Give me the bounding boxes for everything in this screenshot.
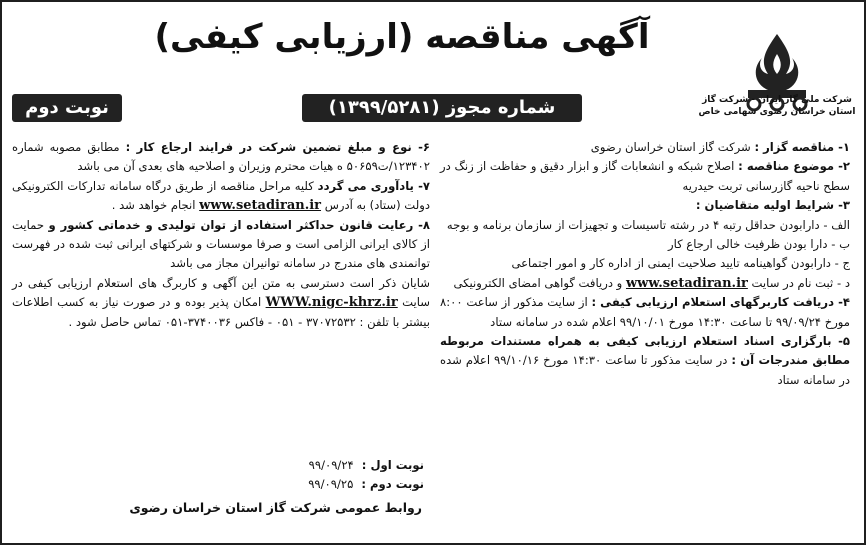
date-first-value: ۹۹/۰۹/۲۴ <box>308 458 354 472</box>
note-pre: شایان ذکر است دسترسی به متن این آگهی و کاربرگ های استعلام ارزیابی کیفی در سایت <box>12 275 431 310</box>
item-2-text: اصلاح شبکه و انشعابات گاز و ابزار دقیق و حفاظت از زنگ در سطح ناحیه گازرسانی تربت حیدریه <box>440 159 850 193</box>
item-3d <box>440 274 850 293</box>
item-3a: الف - دارابودن حداقل رتبه ۴ در رشته تاسیسات و تجهیزات از سازمان برنامه و بوجه <box>446 217 850 232</box>
item-8-label: ۸- رعایت قانون حداکثر استفاده از توان تولیدی و خدماتی کشور و <box>48 217 430 232</box>
item-5-label: ۵- بارگزاری اسناد استعلام ارزیابی کیفی به همراه مستندات مربوطه مطابق مندرجات آن : <box>440 334 851 368</box>
item-4-label: ۴- دریافت کاربرگهای استعلام ارزیابی کیفی : <box>591 295 850 310</box>
item-forms <box>440 293 850 332</box>
item-3c: ج - دارابودن گواهینامه تایید صلاحیت ایمنی از اداره کار و امور اجتماعی <box>511 256 850 271</box>
item-3d-pre: د - ثبت نام در سایت <box>751 275 850 290</box>
date-first <box>214 456 424 475</box>
item-8-text: حمایت از کالای ایرانی الزامی است و صرفا موسسات و شرکتهای ایرانی ثبت شده در فهرست توانمندی های مندرج در سامانه توانیران مجاز می باشد <box>12 217 430 271</box>
setadiran-link-2[interactable]: www.setadiran.ir <box>199 198 322 214</box>
left-column <box>12 138 430 332</box>
item-1-label: ۱- مناقصه گزار : <box>754 140 850 154</box>
round-badge: نوبت دوم <box>12 94 122 122</box>
date-first-label: نوبت اول : <box>361 458 424 472</box>
page-title: آگهی مناقصه (ارزیابی کیفی) <box>154 17 650 57</box>
item-3b: ب - دارا بودن ظرفیت خالی ارجاع کار <box>667 237 850 252</box>
item-7-post: انجام خواهد شد . <box>111 198 196 213</box>
item-guarantee <box>12 138 430 177</box>
nigc-link[interactable]: WWW.nigc-khrz.ir <box>265 295 398 311</box>
date-second <box>214 475 424 494</box>
logo-caption: شرکت ملی گاز ایران - شرکت گاز استان خراسان رضوی سهامی خاص <box>698 95 856 117</box>
date-second-value: ۹۹/۰۹/۲۵ <box>308 477 354 492</box>
contact-note <box>12 274 430 332</box>
item-subject <box>440 157 850 196</box>
note-post: امکان پذیر بوده و در صورت نیاز به کسب اطلاعات بیشتر با تلفن : ۳۷۰۷۲۵۳۲ - ۰۵۱ - فاکس ۳۷۴۰۰۳۶-۰۵۱ تماس حاصل شود . <box>12 295 430 329</box>
permit-number: شماره مجوز (۱۳۹۹/۵۲۸۱) <box>302 94 582 122</box>
public-relations-signature: روابط عمومی شرکت گاز استان خراسان رضوی <box>129 500 422 515</box>
publish-dates <box>214 456 424 495</box>
item-3d-post: و دریافت گواهی امضای الکترونیکی <box>453 275 623 290</box>
item-4-text: از سایت مذکور از ساعت ۸:۰۰ مورخ ۹۹/۰۹/۲۴ تا ساعت ۱۴:۳۰ مورخ ۹۹/۱۰/۰۱ اعلام شده در سامانه ستاد <box>440 295 850 329</box>
item-law <box>12 216 430 274</box>
right-column <box>440 138 850 390</box>
item-1-text: شرکت گاز استان خراسان رضوی <box>590 140 751 154</box>
setadiran-link[interactable]: www.setadiran.ir <box>625 275 748 291</box>
item-reminder <box>12 177 430 216</box>
item-7-text: کلیه مراحل مناقصه از طریق درگاه سامانه تدارکات الکترونیکی دولت (ستاد) به آدرس <box>12 178 430 213</box>
item-7-label: ۷- یادآوری می گردد <box>317 178 430 193</box>
date-second-label: نوبت دوم : <box>361 477 424 492</box>
item-2-label: ۲- موضوع مناقصه : <box>738 159 850 174</box>
item-upload <box>440 332 850 390</box>
item-5-text: در سایت مذکور تا ساعت ۱۴:۳۰ مورخ ۹۹/۱۰/۱۶ اعلام شده در سامانه ستاد <box>440 353 850 387</box>
item-tenderer <box>440 138 850 157</box>
item-3-label: ۳- شرایط اولیه متقاضیان : <box>695 198 850 213</box>
item-6-label: ۶- نوع و مبلغ تضمین شرکت در فرایند ارجاع کار : <box>125 140 430 154</box>
item-6-text: مطابق مصوبه شماره ۱۲۳۴۰۲/ت۵۰۶۵۹ ه هیات محترم وزیران و اصلاحیه های بعدی آن می باشد <box>12 140 430 174</box>
